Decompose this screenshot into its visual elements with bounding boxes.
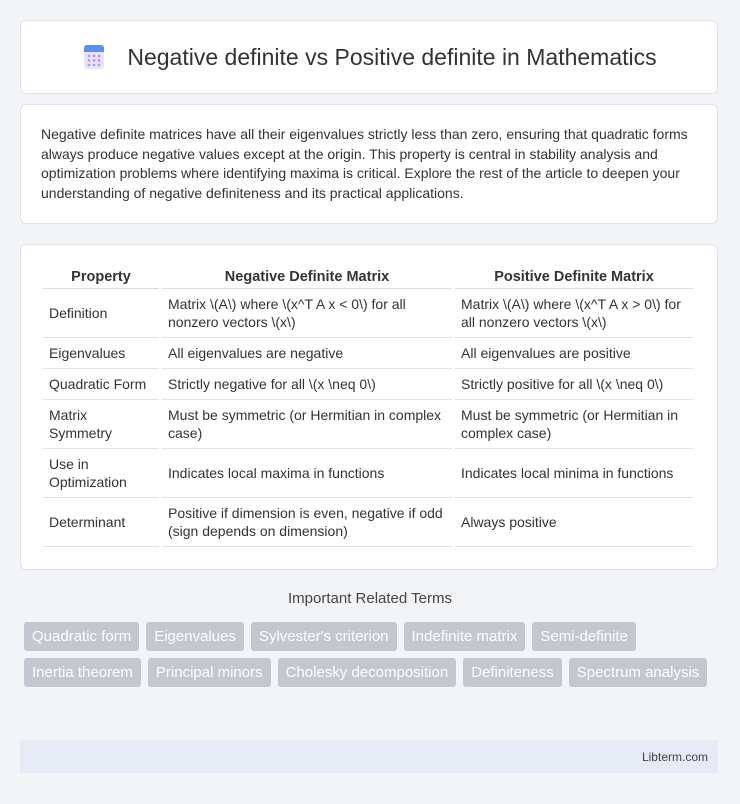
row-positive: Matrix \(A\) where \(x^T A x > 0\) for all nonzero vectors \(x\) bbox=[455, 289, 693, 338]
footer-brand-link[interactable]: Libterm.com bbox=[641, 749, 708, 764]
related-term-tag[interactable]: Eigenvalues bbox=[146, 622, 244, 651]
table-row bbox=[43, 289, 693, 338]
row-negative: Must be symmetric (or Hermitian in complex case) bbox=[162, 400, 452, 449]
intro-text: Negative definite matrices have all their eigenvalues strictly less than zero, ensuring that quadratic forms always produce negative values except at the origin. This property is central in stability analysis and optimization problems where identifying maxima is critical. Explore the rest of the article to deepen your understanding of negative definiteness and its practical applications. bbox=[41, 126, 688, 201]
related-term-tag[interactable]: Quadratic form bbox=[24, 622, 139, 651]
footer bbox=[20, 740, 718, 773]
table-row bbox=[43, 400, 693, 449]
related-term-tag[interactable]: Semi-definite bbox=[532, 622, 636, 651]
related-term-tag[interactable]: Spectrum analysis bbox=[569, 658, 708, 687]
row-property: Matrix Symmetry bbox=[43, 400, 159, 449]
row-negative: Matrix \(A\) where \(x^T A x < 0\) for all nonzero vectors \(x\) bbox=[162, 289, 452, 338]
header-negative-definite: Negative Definite Matrix bbox=[162, 265, 452, 289]
table-row bbox=[43, 449, 693, 498]
related-term-tag[interactable]: Inertia theorem bbox=[24, 658, 141, 687]
row-negative: Indicates local maxima in functions bbox=[162, 449, 452, 498]
related-term-tag[interactable]: Cholesky decomposition bbox=[278, 658, 457, 687]
table-row bbox=[43, 498, 693, 547]
table-row bbox=[43, 338, 693, 369]
row-positive: Always positive bbox=[455, 498, 693, 547]
header-card bbox=[20, 20, 718, 94]
row-negative: Strictly negative for all \(x \neq 0\) bbox=[162, 369, 452, 400]
related-terms-list bbox=[24, 622, 724, 694]
header-positive-definite: Positive Definite Matrix bbox=[455, 265, 693, 289]
row-positive: Must be symmetric (or Hermitian in complex case) bbox=[455, 400, 693, 449]
row-positive: Indicates local minima in functions bbox=[455, 449, 693, 498]
header-property: Property bbox=[43, 265, 159, 289]
row-property: Determinant bbox=[43, 498, 159, 547]
row-negative: All eigenvalues are negative bbox=[162, 338, 452, 369]
row-property: Definition bbox=[43, 289, 159, 338]
calculator-icon bbox=[81, 44, 107, 70]
related-term-tag[interactable]: Indefinite matrix bbox=[404, 622, 526, 651]
intro-card bbox=[20, 104, 718, 224]
comparison-table-card bbox=[20, 244, 718, 570]
table-header-row bbox=[43, 265, 693, 289]
related-term-tag[interactable]: Principal minors bbox=[148, 658, 271, 687]
row-negative: Positive if dimension is even, negative if odd (sign depends on dimension) bbox=[162, 498, 452, 547]
page-title: Negative definite vs Positive definite in Mathematics bbox=[127, 43, 657, 70]
related-terms-title: Important Related Terms bbox=[288, 590, 452, 607]
row-property: Eigenvalues bbox=[43, 338, 159, 369]
row-property: Use in Optimization bbox=[43, 449, 159, 498]
related-term-tag[interactable]: Sylvester's criterion bbox=[251, 622, 397, 651]
comparison-table bbox=[40, 265, 696, 547]
row-positive: Strictly positive for all \(x \neq 0\) bbox=[455, 369, 693, 400]
related-term-tag[interactable]: Definiteness bbox=[463, 658, 562, 687]
row-positive: All eigenvalues are positive bbox=[455, 338, 693, 369]
row-property: Quadratic Form bbox=[43, 369, 159, 400]
table-row bbox=[43, 369, 693, 400]
